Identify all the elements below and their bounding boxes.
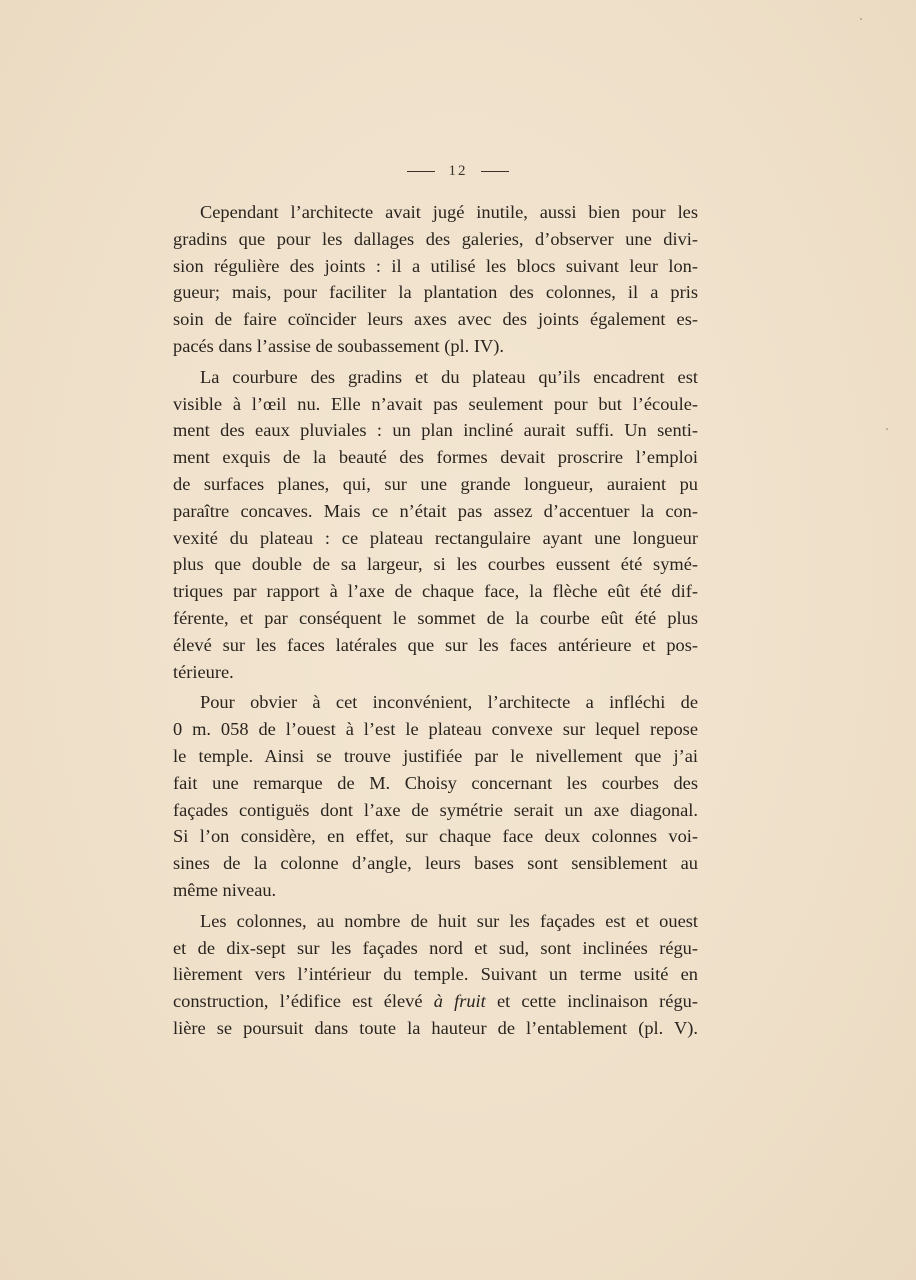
text-line: plus que double de sa largeur, si les courbes eussent été symé-: [173, 554, 698, 575]
text-line: gueur; mais, pour faciliter la plantation des colonnes, il a pris: [173, 282, 698, 303]
text-line: paraître concaves. Mais ce n’était pas assez d’accentuer la con-: [173, 500, 698, 521]
text-line: même niveau.: [173, 879, 277, 900]
text-line: fait une remarque de M. Choisy concernant les courbes des: [173, 772, 698, 793]
text-line: façades contiguës dont l’axe de symétrie serait un axe diagonal.: [173, 799, 698, 820]
folio-dash-left: [407, 171, 435, 172]
text-segment: construction, l’édifice est élevé: [173, 991, 434, 1012]
text-segment: et cette inclinaison régu-: [485, 991, 698, 1012]
text-line: vexité du plateau : ce plateau rectangulaire ayant une longueur: [173, 527, 698, 548]
folio-dash-right: [481, 171, 509, 172]
page-number-text: 12: [448, 163, 468, 179]
text-line-with-italic: [173, 988, 698, 1015]
page-number: [0, 163, 916, 180]
text-line: ment des eaux pluviales : un plan incliné aurait suffi. Un senti-: [173, 420, 698, 441]
paragraph-2: [173, 364, 698, 686]
text-line: Pour obvier à cet inconvénient, l’architecte a infléchi de: [200, 692, 698, 713]
italic-term: à fruit: [433, 991, 486, 1012]
text-line: ment exquis de la beauté des formes devait proscrire l’emploi: [173, 447, 698, 468]
text-line: le temple. Ainsi se trouve justifiée par le nivellement que j’ai: [173, 745, 698, 766]
paragraph-4: [173, 908, 698, 1042]
paragraph-1: [173, 199, 698, 360]
text-line: soin de faire coïncider leurs axes avec des joints également es-: [173, 309, 698, 330]
text-line: visible à l’œil nu. Elle n’avait pas seulement pour but l’écoule-: [173, 393, 698, 414]
text-line: lièrement vers l’intérieur du temple. Suivant un terme usité en: [173, 964, 698, 985]
text-line: gradins que pour les dallages des galeries, d’observer une divi-: [173, 228, 698, 249]
paragraph-3: [173, 689, 698, 903]
text-line: sion régulière des joints : il a utilisé les blocs suivant leur lon-: [173, 255, 698, 276]
text-line: térieure.: [173, 661, 234, 682]
text-line: triques par rapport à l’axe de chaque face, la flèche eût été dif-: [173, 581, 698, 602]
body-text: [173, 199, 698, 1046]
text-line: pacés dans l’assise de soubassement (pl. IV).: [173, 335, 504, 356]
text-line: La courbure des gradins et du plateau qu’ils encadrent est: [200, 366, 698, 387]
paper-speck: [860, 18, 862, 20]
paper-speck: [886, 428, 888, 430]
text-line: Les colonnes, au nombre de huit sur les façades est et ouest: [200, 910, 698, 931]
text-line: lière se poursuit dans toute la hauteur de l’entablement (pl. V).: [173, 1017, 698, 1038]
text-line: 0 m. 058 de l’ouest à l’est le plateau convexe sur lequel repose: [173, 719, 698, 740]
text-line: élevé sur les faces latérales que sur les faces antérieure et pos-: [173, 634, 698, 655]
text-line: férente, et par conséquent le sommet de la courbe eût été plus: [173, 607, 698, 628]
text-line: et de dix-sept sur les façades nord et sud, sont inclinées régu-: [173, 937, 698, 958]
text-line: Si l’on considère, en effet, sur chaque face deux colonnes voi-: [173, 826, 698, 847]
text-line: Cependant l’architecte avait jugé inutile, aussi bien pour les: [200, 202, 698, 222]
text-line: sines de la colonne d’angle, leurs bases sont sensiblement au: [173, 853, 698, 874]
text-line: de surfaces planes, qui, sur une grande longueur, auraient pu: [173, 473, 698, 494]
